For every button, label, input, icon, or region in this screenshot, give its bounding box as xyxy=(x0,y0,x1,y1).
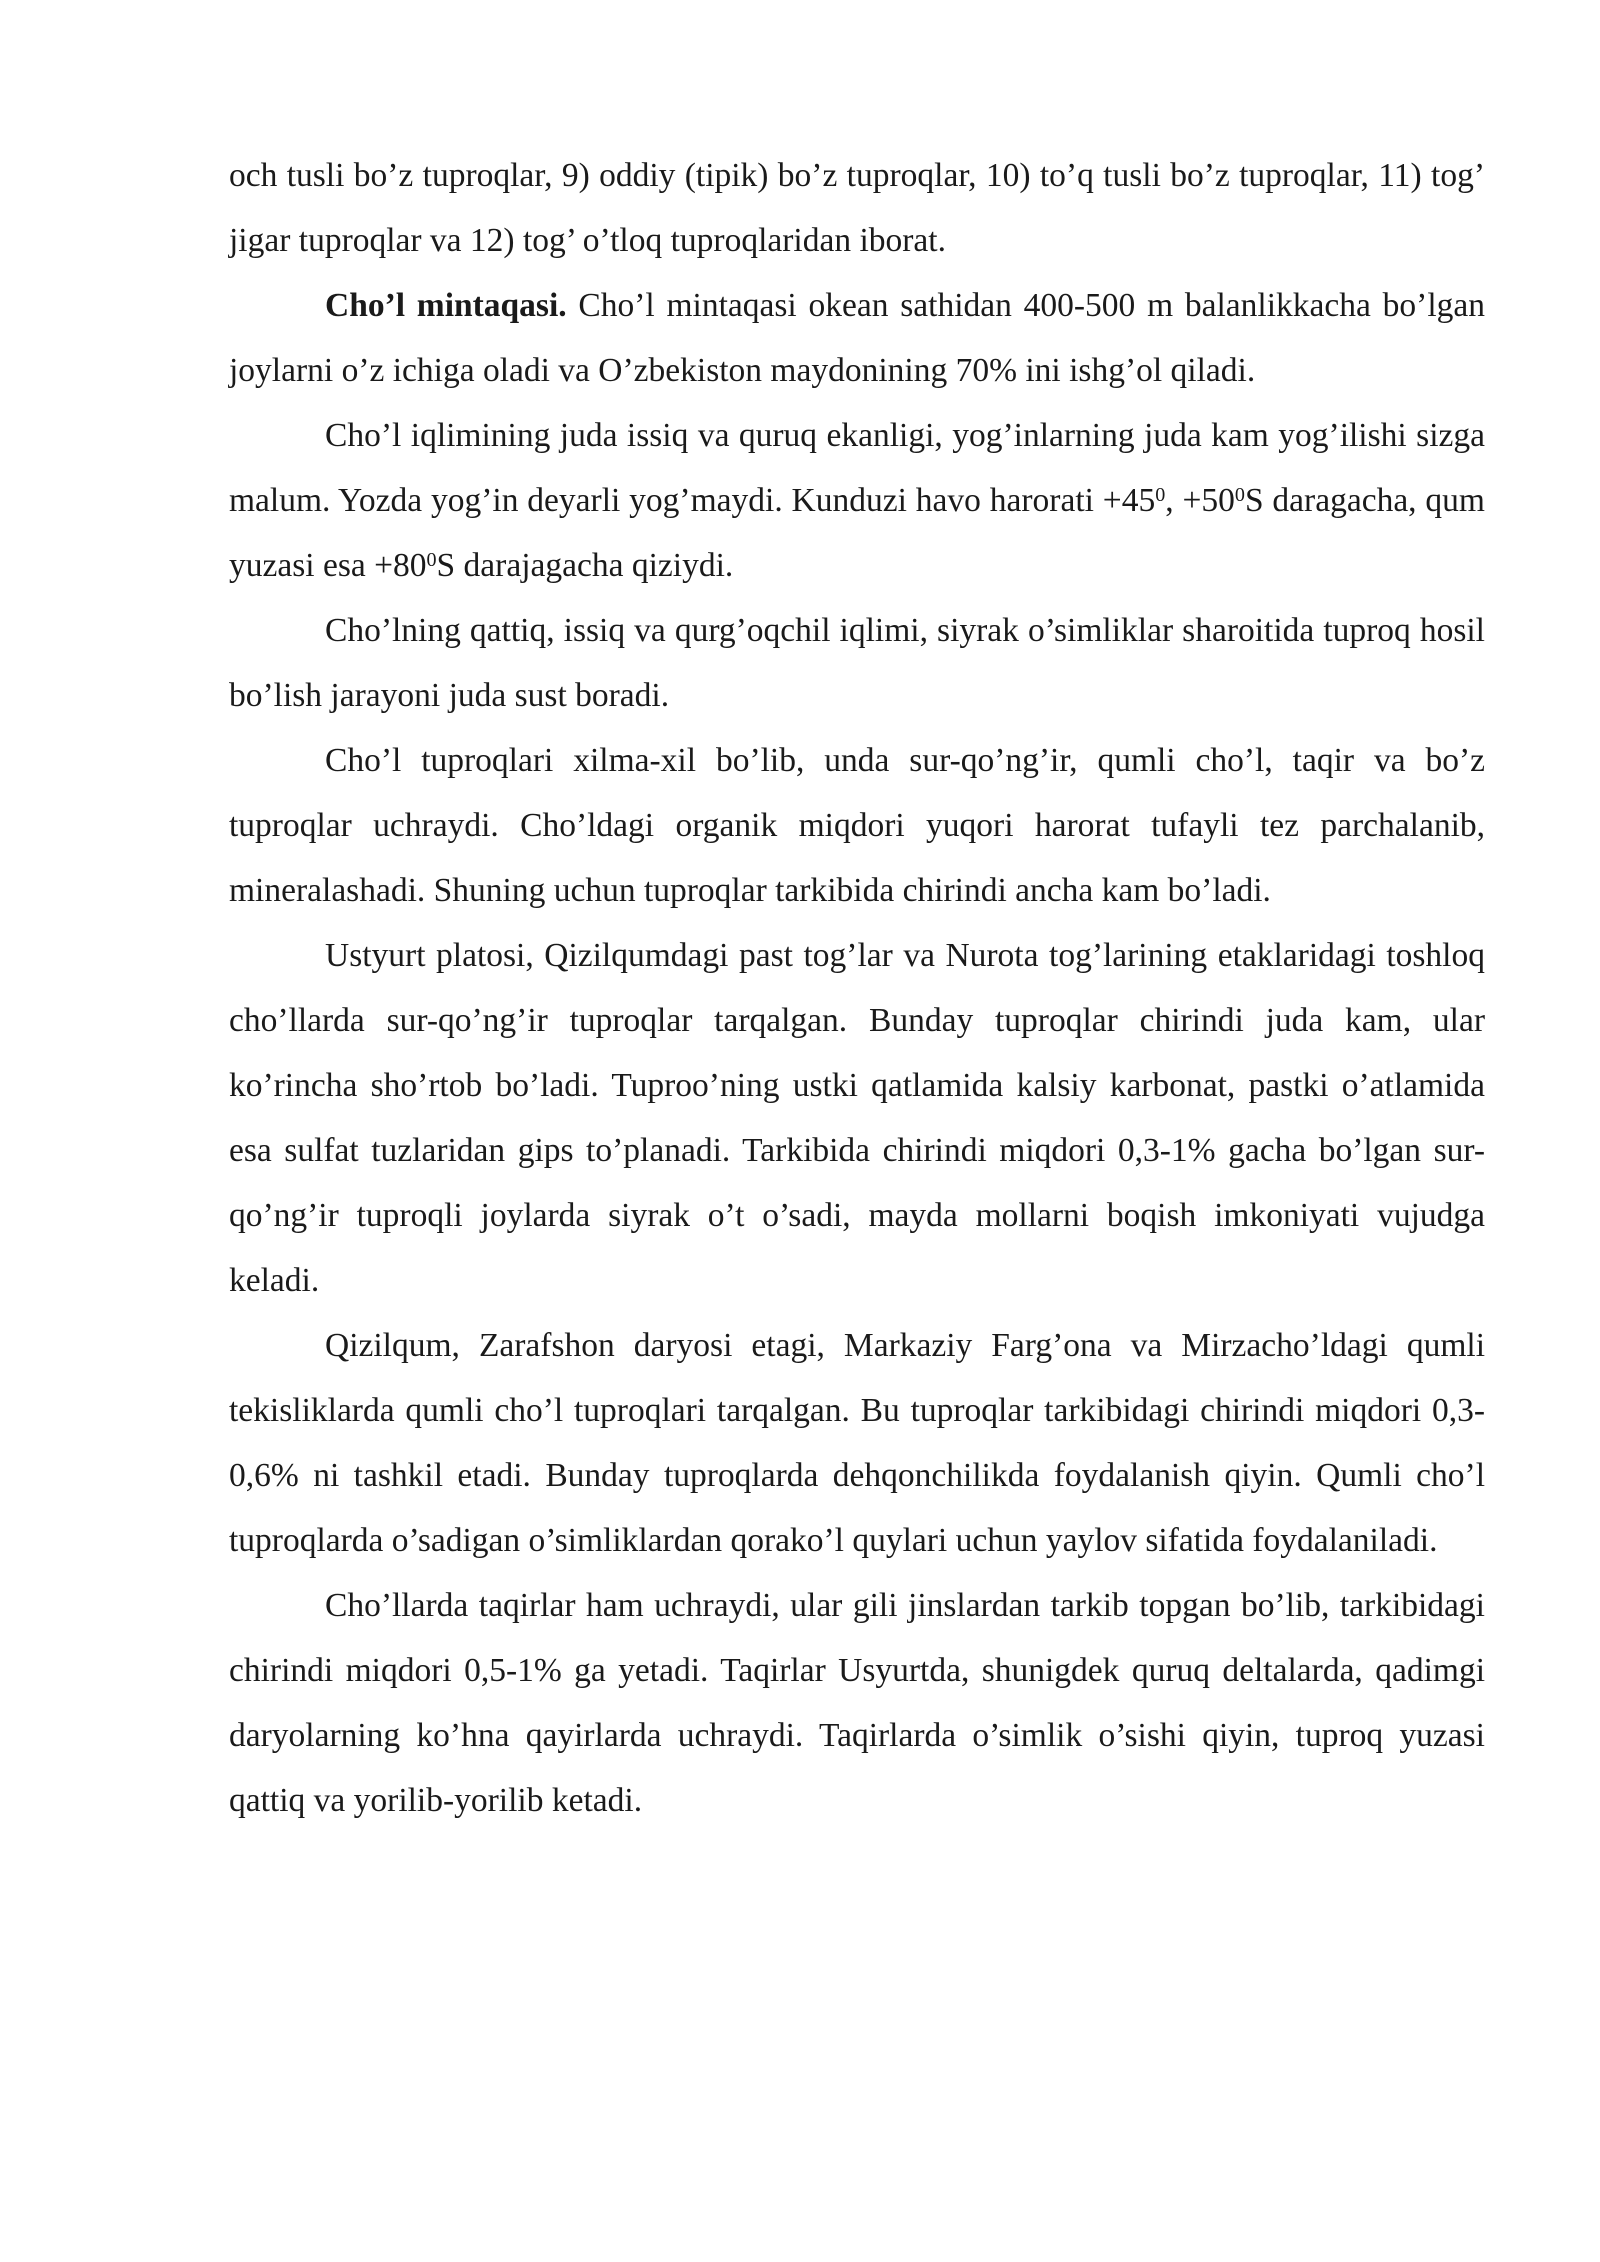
paragraph-text: Cho’lning qattiq, issiq va qurg’oqchil iqlimi, siyrak o’simliklar sharoitida tuproq hosil bo’lish jarayoni juda sust boradi. xyxy=(229,612,1485,714)
superscript-degree: 0 xyxy=(426,548,437,571)
paragraph-text: Cho’l tuproqlari xilma-xil bo’lib, unda sur-qo’ng’ir, qumli cho’l, taqir va bo’z tuproqlar uchraydi. Cho’ldagi organik miqdori yuqori harorat tufayli tez parchalanib, mineralashadi. Shuning uchun tuproqlar tarkibida chirindi ancha kam bo’ladi. xyxy=(229,742,1485,909)
paragraph-sandy-desert-soils xyxy=(229,1313,1485,1573)
superscript-degree: 0 xyxy=(1234,483,1245,506)
paragraph-text: Cho’l mintaqasi okean sathidan 400-500 m balanlikkacha bo’lgan joylarni o’z ichiga oladi va O’zbekiston maydonining 70% ini ishg’ol qiladi. xyxy=(229,287,1485,389)
paragraph-desert-zone-intro xyxy=(229,273,1485,403)
paragraph-text: Cho’l iqlimining juda issiq va quruq ekanligi, yog’inlarning juda kam yog’ilishi sizga malum. Yozda yog’in deyarli yog’maydi. Kunduzi havo harorati +45 xyxy=(229,417,1485,519)
paragraph-text: och tusli bo’z tuproqlar, 9) oddiy (tipik) bo’z tuproqlar, 10) to’q tusli bo’z tuproqlar, 11) tog’ jigar tuproqlar va 12) tog’ o’tloq tuproqlaridan iborat. xyxy=(229,157,1485,259)
paragraph-grey-brown-soils xyxy=(229,923,1485,1313)
paragraph-text: Cho’llarda taqirlar ham uchraydi, ular gili jinslardan tarkib topgan bo’lib, tarkibidagi chirindi miqdori 0,5-1% ga yetadi. Taqirlar Usyurtda, shunigdek quruq deltalarda, qadimgi daryolarning ko’hna qayirlarda uchraydi. Taqirlarda o’simlik o’sishi qiyin, tuproq yuzasi qattiq va yorilib-yorilib ketadi. xyxy=(229,1587,1485,1819)
paragraph-soil-list-continuation xyxy=(229,143,1485,273)
superscript-degree: 0 xyxy=(1155,483,1166,506)
paragraph-desert-soil-types xyxy=(229,728,1485,923)
paragraph-text: Qizilqum, Zarafshon daryosi etagi, Markaziy Farg’ona va Mirzacho’ldagi qumli tekisliklarda qumli cho’l tuproqlari tarqalgan. Bu tuproqlar tarkibidagi chirindi miqdori 0,3-0,6% ni tashkil etadi. Bunday tuproqlarda dehqonchilikda foydalanish qiyin. Qumli cho’l tuproqlarda o’sadigan o’simliklardan qorako’l quylari uchun yaylov sifatida foydalaniladi. xyxy=(229,1327,1485,1559)
document-body xyxy=(229,143,1485,1833)
paragraph-text: Ustyurt platosi, Qizilqumdagi past tog’lar va Nurota tog’larining etaklaridagi toshloq cho’llarda sur-qo’ng’ir tuproqlar tarqalgan. Bunday tuproqlar chirindi juda kam, ular ko’rincha sho’rtob bo’ladi. Tuproo’ning ustki qatlamida kalsiy karbonat, pastki o’atlamida esa sulfat tuzlaridan gips to’planadi. Tarkibida chirindi miqdori 0,3-1% gacha bo’lgan sur-qo’ng’ir tuproqli joylarda siyrak o’t o’sadi, mayda mollarni boqish imkoniyati vujudga keladi. xyxy=(229,937,1485,1299)
paragraph-takyr-soils xyxy=(229,1573,1485,1833)
paragraph-text: S darajagacha qiziydi. xyxy=(436,547,734,584)
section-heading-desert-zone: Cho’l mintaqasi. xyxy=(325,287,567,324)
paragraph-text: , +50 xyxy=(1165,482,1235,519)
paragraph-desert-climate xyxy=(229,403,1485,598)
paragraph-text: S daragacha, qum yuzasi esa +80 xyxy=(229,482,1485,584)
paragraph-soil-formation xyxy=(229,598,1485,728)
